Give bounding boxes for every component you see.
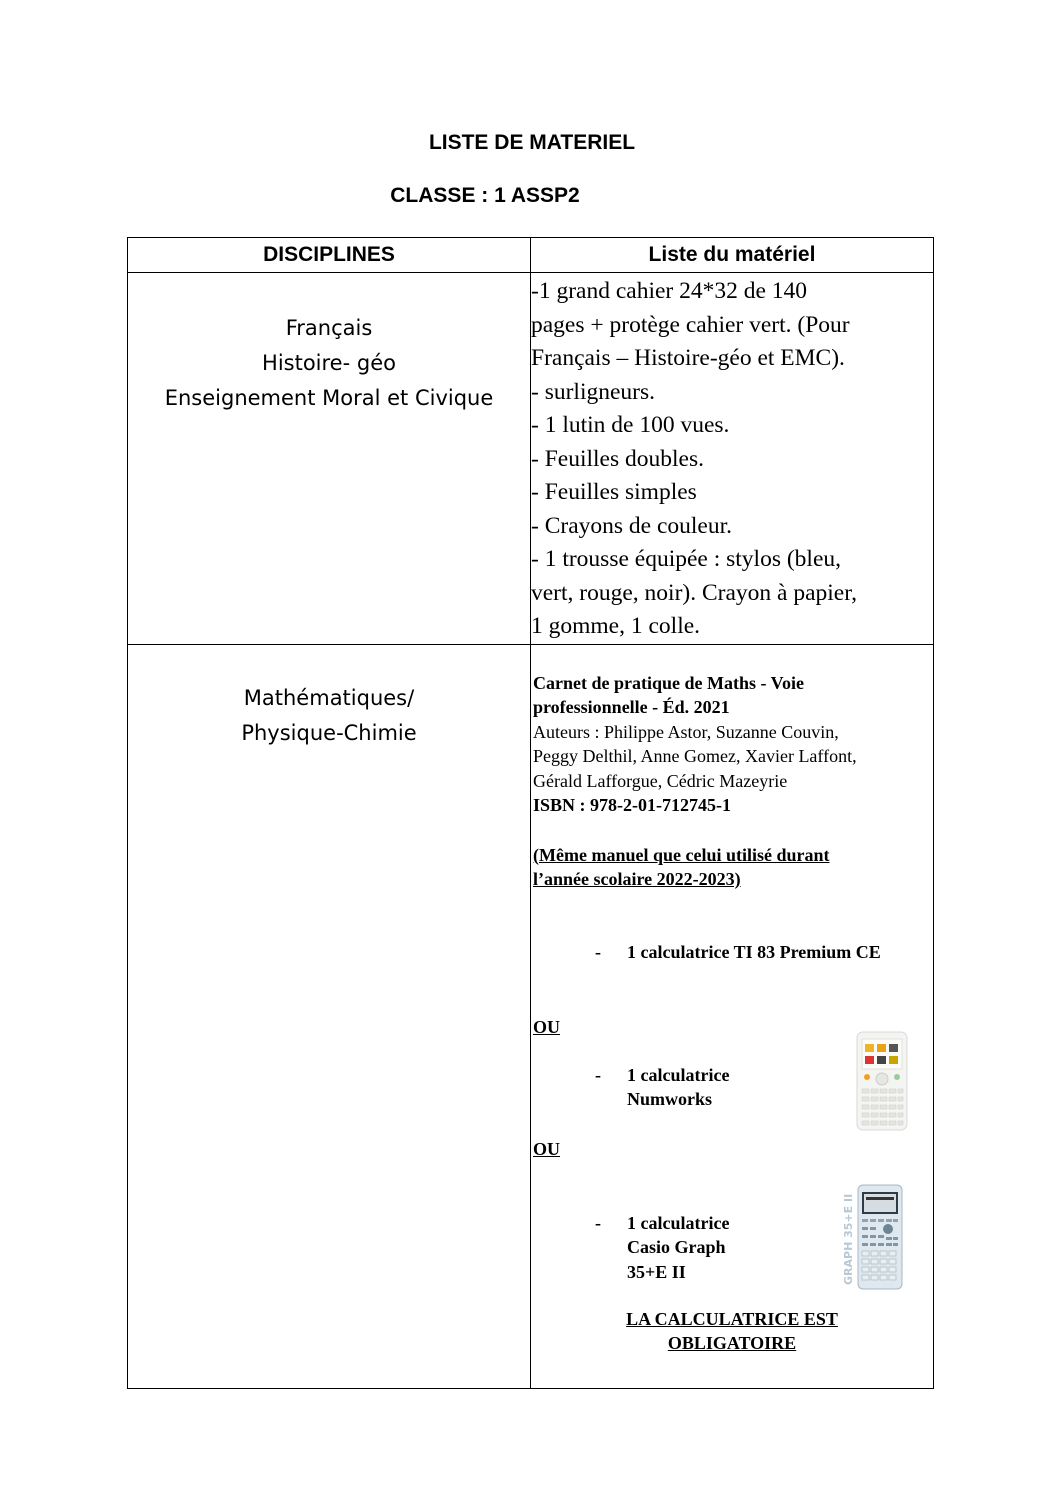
- list-item: - 1 trousse équipée : stylos (bleu,: [531, 546, 842, 572]
- list-item: 1 gomme, 1 colle.: [531, 613, 701, 639]
- materials-list: [531, 273, 933, 644]
- mandatory-notice: LA CALCULATRICE EST OBLIGATOIRE: [626, 1308, 838, 1353]
- list-item: pages + protège cahier vert. (Pour: [531, 311, 850, 338]
- book-authors: Peggy Delthil, Anne Gomez, Xavier Laffont,: [533, 746, 857, 766]
- list-item: - surligneurs.: [531, 378, 656, 405]
- list-item: - 1 lutin de 100 vues.: [531, 412, 730, 438]
- materials-cell: [531, 644, 934, 1388]
- or-label: OU: [533, 1016, 560, 1037]
- subjects-cell: [128, 644, 531, 1388]
- bullet: -: [595, 1212, 601, 1233]
- table-header-row: [128, 238, 934, 273]
- book-authors: Gérald Lafforgue, Cédric Mazeyrie: [533, 770, 788, 791]
- bullet: -: [595, 941, 601, 962]
- subject-emc: Enseignement Moral et Civique: [164, 386, 494, 410]
- list-item: - Crayons de couleur.: [531, 512, 733, 539]
- list-item: - Feuilles simples: [531, 479, 697, 505]
- subject-physique-chimie: Physique-Chimie: [241, 720, 417, 745]
- list-item: Français – Histoire-géo et EMC).: [531, 345, 845, 371]
- table-row: [128, 273, 934, 645]
- list-item: -1 grand cahier 24*32 de 140: [531, 278, 808, 304]
- bullet: -: [595, 1064, 601, 1085]
- book-title: professionnelle - Éd. 2021: [533, 697, 730, 717]
- or-label: OU: [533, 1138, 560, 1159]
- header-disciplines: DISCIPLINES: [128, 238, 531, 273]
- class-label: CLASSE : 1 ASSP2: [390, 184, 580, 207]
- list-item: vert, rouge, noir). Crayon à papier,: [531, 579, 857, 606]
- book-isbn: ISBN : 978-2-01-712745-1: [533, 795, 731, 815]
- casio-model-text: GRAPH 35+E II: [842, 1193, 855, 1285]
- calculator-ti83: 1 calculatrice TI 83 Premium CE: [627, 941, 881, 962]
- page-title: LISTE DE MATERIEL: [428, 131, 636, 154]
- subject-francais: Français: [285, 316, 373, 340]
- subject-histoire-geo: Histoire- géo: [262, 351, 396, 375]
- list-item: - Feuilles doubles.: [531, 445, 704, 472]
- book-reference: [533, 671, 933, 818]
- materials-table: [127, 237, 934, 1389]
- table-row: [128, 644, 934, 1388]
- casio-calculator-icon: [836, 1179, 906, 1291]
- book-authors: Auteurs : Philippe Astor, Suzanne Couvin,: [533, 721, 839, 742]
- header-materials: Liste du matériel: [531, 238, 934, 273]
- same-manual-note: (Même manuel que celui utilisé durant l’année scolaire 2022-2023): [533, 844, 830, 889]
- calculator-casio: 1 calculatrice Casio Graph 35+E II: [627, 1212, 730, 1282]
- book-title: Carnet de pratique de Maths - Voie: [533, 672, 804, 693]
- numworks-calculator-icon: [856, 1031, 908, 1131]
- subjects-cell: [128, 273, 531, 645]
- calculator-numworks: 1 calculatrice Numworks: [627, 1064, 730, 1109]
- materials-cell: [531, 273, 934, 645]
- subject-mathematiques: Mathématiques/: [243, 685, 415, 710]
